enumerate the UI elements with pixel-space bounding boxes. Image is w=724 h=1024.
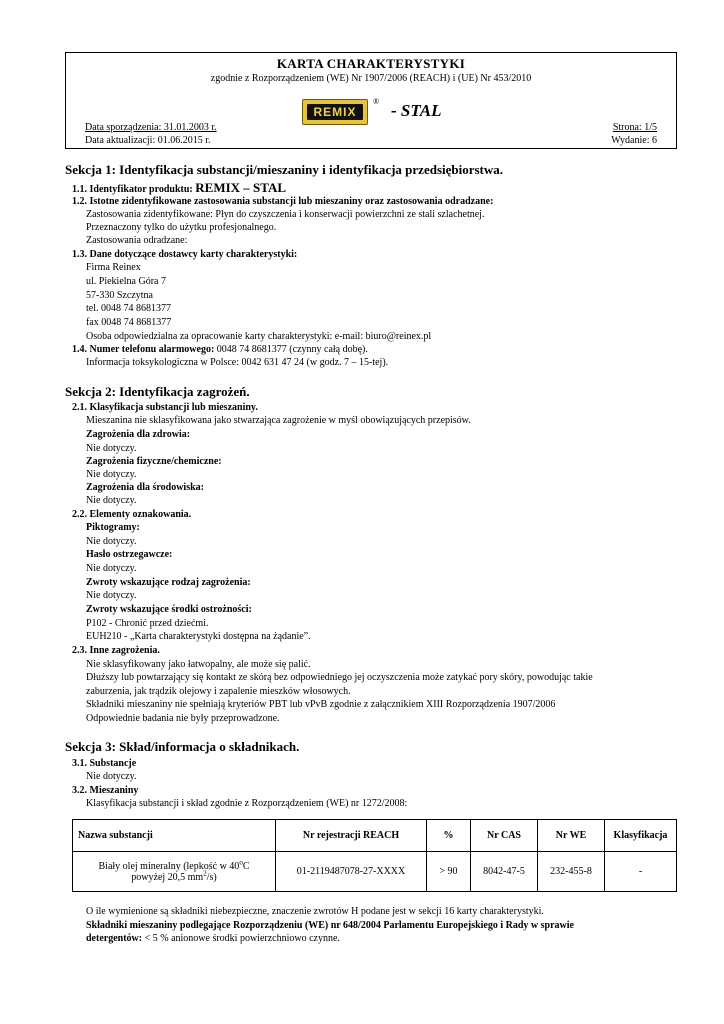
section3-title: Sekcja 3: Skład/informacja o składnikach.: [65, 739, 300, 754]
env-hazard-label: Zagrożenia dla środowiska:: [86, 482, 204, 493]
s21-text: Mieszanina nie sklasyfikowana jako stwarzająca zagrożenie w myśl obowiązujących przepisów.: [86, 415, 471, 426]
s23-line: Dłuższy lub powtarzający się kontakt ze skórą bez odpowiedniego jej oczyszczenia może zatykać pory skóry, powodując takie: [86, 672, 593, 683]
s23-line: zaburzenia, jak trądzik olejowy i zapalenie mieszków włosowych.: [86, 686, 351, 697]
cell-we: 232-455-8: [538, 852, 605, 892]
health-hazard-value: Nie dotyczy.: [86, 443, 137, 454]
s14-row: [72, 343, 368, 356]
col-header: Klasyfikacja: [605, 820, 677, 852]
section2-title: Sekcja 2: Identyfikacja zagrożeń.: [65, 384, 250, 399]
detergent-note-b: detergentów: < 5 % anionowe środki powierzchniowo czynne.: [86, 933, 340, 944]
s21-label: 2.1. Klasyfikacja substancji lub mieszaniny.: [72, 402, 258, 413]
s12-label: 1.2. Istotne zidentyfikowane zastosowania substancji lub mieszaniny oraz zastosowania odradzane:: [72, 196, 494, 207]
date-updated: Data aktualizacji: 01.06.2015 r.: [85, 135, 211, 146]
logo-text: REMIX: [313, 105, 357, 119]
page-number: Strona: 1/5: [612, 122, 657, 133]
document-title: KARTA CHARAKTERYSTYKI: [276, 56, 466, 71]
col-header: Nazwa substancji: [73, 820, 276, 852]
phys-hazard-label: Zagrożenia fizyczne/chemiczne:: [86, 456, 222, 467]
cell-classification: -: [605, 852, 677, 892]
s13-label: 1.3. Dane dotyczące dostawcy karty charakterystyki:: [72, 249, 298, 260]
s12-line: Przeznaczony tylko do użytku profesjonalnego.: [86, 222, 277, 233]
cell-cas: 8042-47-5: [471, 852, 538, 892]
pictograms-value: Nie dotyczy.: [86, 536, 137, 547]
cell-reach: 01-2119487078-27-XXXX: [276, 852, 427, 892]
product-name: - STAL: [391, 101, 442, 120]
table-header-row: [73, 820, 677, 852]
contact-email: Osoba odpowiedzialna za opracowanie karty charakterystyki: e-mail: biuro@reinex.pl: [86, 331, 432, 342]
section1-title: Sekcja 1: Identyfikacja substancji/mieszaniny i identyfikacja przedsiębiorstwa.: [65, 162, 504, 177]
signal-word-label: Hasło ostrzegawcze:: [86, 549, 173, 560]
supplier-line: tel. 0048 74 8681377: [86, 303, 171, 314]
env-hazard-value: Nie dotyczy.: [86, 495, 137, 506]
h-phrases-note: O ile wymienione są składniki niebezpieczne, znaczenie zwrotów H podane jest w sekcji 16 karty charakterystyki.: [86, 906, 544, 917]
s31-label: 3.1. Substancje: [72, 758, 137, 769]
edition: Wydanie: 6: [611, 135, 657, 146]
document-header: [65, 52, 677, 149]
euh210-statement: EUH210 - „Karta charakterystyki dostępna na żądanie”.: [86, 631, 311, 642]
s23-label: 2.3. Inne zagrożenia.: [72, 645, 160, 656]
s12-line: Zastosowania odradzane:: [86, 235, 188, 246]
s11-row: [72, 181, 286, 196]
s22-label: 2.2. Elementy oznakowania.: [72, 509, 192, 520]
hazard-statements-label: Zwroty wskazujące rodzaj zagrożenia:: [86, 577, 251, 588]
col-header: Nr CAS: [471, 820, 538, 852]
supplier-line: 57-330 Szczytna: [86, 290, 153, 301]
date-created: Data sporządzenia: 31.01.2003 r.: [85, 122, 217, 133]
s31-value: Nie dotyczy.: [86, 771, 137, 782]
col-header: Nr rejestracji REACH: [276, 820, 427, 852]
precaution-label: Zwroty wskazujące środki ostrożności:: [86, 604, 252, 615]
s23-line: Odpowiednie badania nie były przeprowadzone.: [86, 713, 280, 724]
supplier-line: ul. Piekielna Góra 7: [86, 276, 166, 287]
regulation-subtitle: zgodnie z Rozporządzeniem (WE) Nr 1907/2006 (REACH) i (UE) Nr 453/2010: [210, 73, 532, 84]
pictograms-label: Piktogramy:: [86, 522, 140, 533]
registered-mark: ®: [373, 97, 380, 106]
s12-line: Zastosowania zidentyfikowane: Płyn do czyszczenia i konserwacji powierzchni ze stali szlachetnej.: [86, 209, 485, 220]
hazard-statements-value: Nie dotyczy.: [86, 590, 137, 601]
supplier-line: Firma Reinex: [86, 262, 141, 273]
detergent-note-a: Składniki mieszaniny podlegające Rozporządzeniu (WE) nr 648/2004 Parlamentu Europejskiego i Rady w sprawie: [86, 920, 574, 931]
col-header: Nr WE: [538, 820, 605, 852]
s23-line: Składniki mieszaniny nie spełniają kryteriów PBT lub vPvB zgodnie z załącznikiem XIII Rozporządzenia 1907/2006: [86, 699, 556, 710]
cell-substance-name: Biały olej mineralny (lepkość w 40$^o$C powyżej 20,5 $mm^2/s$): [73, 852, 276, 892]
p102-statement: P102 - Chronić przed dziećmi.: [86, 618, 209, 629]
remix-logo: [302, 99, 368, 125]
supplier-line: fax 0048 74 8681377: [86, 317, 172, 328]
table-row: [73, 852, 677, 892]
phys-hazard-value: Nie dotyczy.: [86, 469, 137, 480]
s14-label: 1.4. Numer telefonu alarmowego:: [72, 344, 215, 355]
s14-value: 0048 74 8681377 (czynny całą dobę).: [214, 344, 368, 355]
col-header: %: [427, 820, 471, 852]
tox-info: Informacja toksykologiczna w Polsce: 0042 631 47 24 (w godz. 7 – 15-tej).: [86, 357, 389, 368]
s11-value: REMIX – STAL: [195, 180, 287, 195]
s32-label: 3.2. Mieszaniny: [72, 785, 139, 796]
cell-percent: > 90: [427, 852, 471, 892]
s11-label: 1.1. Identyfikator produktu:: [72, 184, 193, 195]
composition-table: [72, 819, 677, 892]
s23-line: Nie sklasyfikowany jako łatwopalny, ale może się palić.: [86, 659, 311, 670]
health-hazard-label: Zagrożenia dla zdrowia:: [86, 429, 191, 440]
signal-word-value: Nie dotyczy.: [86, 563, 137, 574]
s32-text: Klasyfikacja substancji i skład zgodnie z Rozporządzeniem (WE) nr 1272/2008:: [86, 798, 408, 809]
